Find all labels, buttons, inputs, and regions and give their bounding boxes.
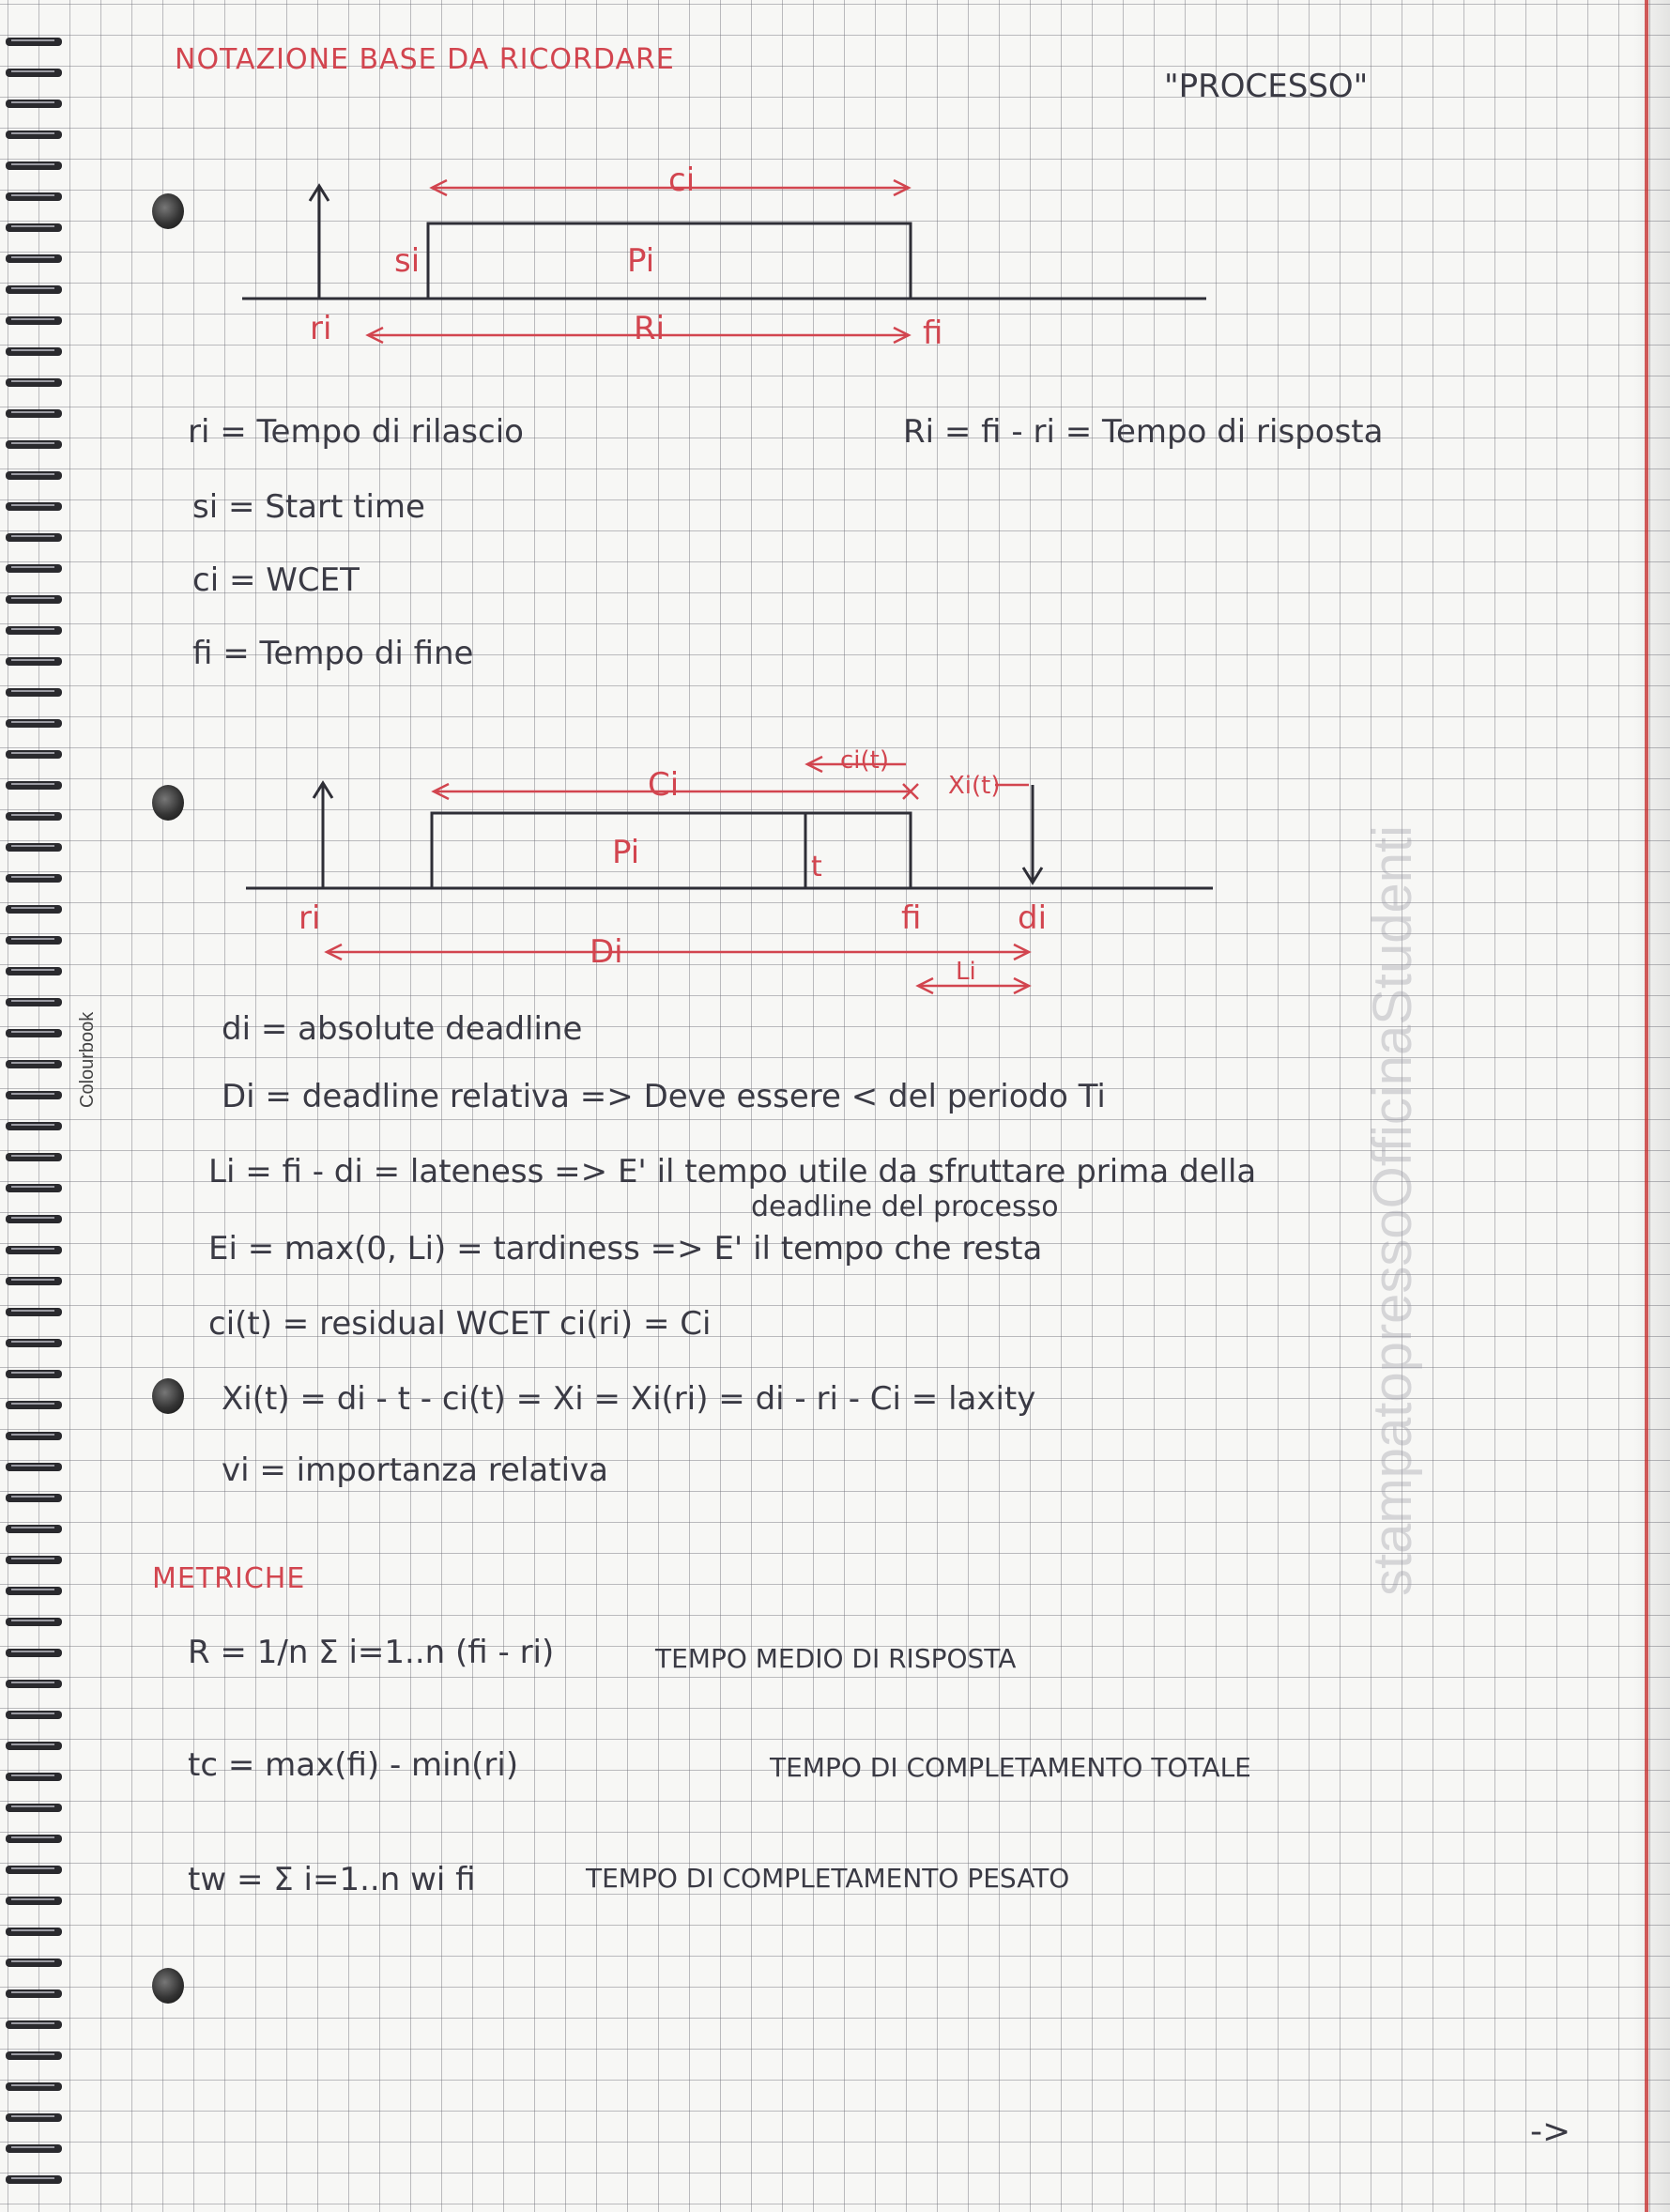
- spiral-ring: [6, 1463, 62, 1471]
- process-label: Pi: [627, 242, 655, 280]
- spiral-ring: [6, 161, 62, 170]
- page-title: NOTAZIONE BASE DA RICORDARE: [175, 43, 675, 76]
- metrics-heading: METRICHE: [152, 1562, 306, 1595]
- def-release: ri = Tempo di rilascio: [188, 413, 524, 451]
- spiral-ring: [6, 1773, 62, 1781]
- spiral-ring: [6, 750, 62, 759]
- def-residual-wcet: ci(t) = residual WCET ci(ri) = Ci: [208, 1305, 712, 1343]
- spiral-ring: [6, 626, 62, 635]
- spiral-ring-highlight: [11, 1682, 54, 1683]
- process-label-2: Pi: [612, 834, 640, 871]
- punch-hole: [152, 1968, 184, 2004]
- spiral-ring: [6, 936, 62, 945]
- lateness-label: Li: [956, 958, 976, 986]
- spiral-ring-highlight: [11, 938, 54, 940]
- spiral-ring-highlight: [11, 659, 54, 661]
- spiral-ring: [6, 1308, 62, 1316]
- spiral-ring-highlight: [11, 1651, 54, 1652]
- spiral-ring: [6, 1277, 62, 1285]
- process-box: [428, 223, 911, 299]
- release-label-2: ri: [299, 899, 321, 937]
- spiral-ring: [6, 1122, 62, 1130]
- def-wcet: ci = WCET: [192, 561, 360, 599]
- spiral-ring: [6, 564, 62, 573]
- spiral-ring: [6, 471, 62, 480]
- spiral-ring-highlight: [11, 2084, 54, 2086]
- watermark: stampatopressoOfficinaStudenti: [1362, 824, 1423, 1596]
- spiral-ring: [6, 1153, 62, 1161]
- spiral-ring: [6, 657, 62, 666]
- spiral-ring: [6, 843, 62, 852]
- punch-hole: [152, 1378, 184, 1414]
- spiral-ring-highlight: [11, 690, 54, 692]
- spiral-ring-highlight: [11, 597, 54, 599]
- residual-label: ci(t): [840, 746, 889, 775]
- spiral-ring: [6, 192, 62, 201]
- spiral-ring: [6, 285, 62, 294]
- spiral-ring: [6, 1680, 62, 1688]
- spiral-ring-highlight: [11, 318, 54, 320]
- spiral-ring-highlight: [11, 845, 54, 847]
- spiral-ring-highlight: [11, 411, 54, 413]
- spiral-ring-highlight: [11, 1124, 54, 1126]
- spiral-ring-highlight: [11, 1527, 54, 1528]
- spiral-ring-highlight: [11, 783, 54, 785]
- spiral-ring-highlight: [11, 1867, 54, 1869]
- spiral-ring-highlight: [11, 2146, 54, 2148]
- time-label: t: [811, 851, 822, 883]
- spiral-ring: [6, 1897, 62, 1905]
- spiral-ring: [6, 100, 62, 108]
- spiral-ring-highlight: [11, 1743, 54, 1745]
- spiral-ring-highlight: [11, 1310, 54, 1312]
- metric-tw-desc: TEMPO DI COMPLETAMENTO PESATO: [586, 1863, 1070, 1894]
- spiral-ring-highlight: [11, 1589, 54, 1590]
- def-tardiness: Ei = max(0, Li) = tardiness => E' il tempo che resta: [208, 1230, 1043, 1267]
- spiral-ring-highlight: [11, 1248, 54, 1250]
- spiral-ring-highlight: [11, 1062, 54, 1064]
- spiral-ring-highlight: [11, 1558, 54, 1559]
- spiral-ring-highlight: [11, 721, 54, 723]
- spiral-ring-highlight: [11, 349, 54, 351]
- spiral-ring: [6, 905, 62, 914]
- spiral-ring-highlight: [11, 1620, 54, 1621]
- spiral-ring: [6, 1556, 62, 1564]
- metric-r-formula: R = 1/n Σ i=1..n (fi - ri): [188, 1634, 555, 1671]
- spiral-ring-highlight: [11, 752, 54, 754]
- spiral-ring-highlight: [11, 1713, 54, 1714]
- spiral-binding: [0, 0, 75, 2212]
- spiral-ring: [6, 1835, 62, 1843]
- spiral-ring: [6, 812, 62, 821]
- brand-logo: Colourbook: [77, 1011, 98, 1108]
- laxity-label: Xi(t): [948, 772, 1001, 800]
- spiral-ring-highlight: [11, 473, 54, 475]
- spiral-ring-highlight: [11, 1217, 54, 1219]
- spiral-ring: [6, 2082, 62, 2091]
- spiral-ring: [6, 1432, 62, 1440]
- spiral-ring: [6, 1928, 62, 1936]
- spiral-ring-highlight: [11, 876, 54, 878]
- spiral-ring-highlight: [11, 1186, 54, 1188]
- spiral-ring-highlight: [11, 163, 54, 165]
- spiral-ring: [6, 1618, 62, 1626]
- spiral-ring-highlight: [11, 1000, 54, 1002]
- spiral-ring: [6, 967, 62, 975]
- spiral-ring-highlight: [11, 628, 54, 630]
- spiral-ring-highlight: [11, 1279, 54, 1281]
- def-absolute-deadline: di = absolute deadline: [222, 1010, 583, 1048]
- spiral-ring-highlight: [11, 1372, 54, 1374]
- spiral-ring: [6, 2175, 62, 2184]
- punch-hole: [152, 785, 184, 821]
- spiral-ring-highlight: [11, 1836, 54, 1838]
- spiral-ring-highlight: [11, 2053, 54, 2055]
- spiral-ring: [6, 1339, 62, 1347]
- spiral-ring: [6, 1649, 62, 1657]
- spiral-ring-highlight: [11, 814, 54, 816]
- spiral-ring-highlight: [11, 2115, 54, 2117]
- spiral-ring: [6, 1711, 62, 1719]
- spiral-ring-highlight: [11, 504, 54, 506]
- spiral-ring: [6, 1866, 62, 1874]
- spiral-ring-highlight: [11, 907, 54, 909]
- def-lateness: Li = fi - di = lateness => E' il tempo utile da sfruttare prima della: [208, 1153, 1257, 1190]
- spiral-ring: [6, 1184, 62, 1192]
- spiral-ring: [6, 254, 62, 263]
- spiral-ring-highlight: [11, 1496, 54, 1498]
- spiral-ring-highlight: [11, 287, 54, 289]
- spiral-ring-highlight: [11, 225, 54, 227]
- finish-label-2: fi: [901, 899, 922, 937]
- spiral-ring-highlight: [11, 1155, 54, 1157]
- spiral-ring: [6, 1246, 62, 1254]
- spiral-ring: [6, 533, 62, 542]
- spiral-ring: [6, 1370, 62, 1378]
- spiral-ring-highlight: [11, 2022, 54, 2024]
- spiral-ring-highlight: [11, 39, 54, 41]
- spiral-ring-highlight: [11, 1341, 54, 1343]
- relative-deadline-label: Di: [590, 933, 623, 971]
- deadline-label: di: [1018, 899, 1048, 937]
- spiral-ring: [6, 347, 62, 356]
- response-label: Ri: [634, 310, 666, 347]
- spiral-ring-highlight: [11, 969, 54, 971]
- def-importance: vi = importanza relativa: [222, 1452, 608, 1489]
- next-page-arrow: ->: [1530, 2112, 1571, 2151]
- spiral-ring-highlight: [11, 101, 54, 103]
- spiral-ring: [6, 2051, 62, 2060]
- spiral-ring: [6, 409, 62, 418]
- spiral-ring: [6, 1029, 62, 1037]
- spiral-ring-highlight: [11, 1960, 54, 1962]
- wcet-label: ci: [668, 161, 696, 199]
- spiral-ring: [6, 688, 62, 697]
- spiral-ring: [6, 378, 62, 387]
- spiral-ring: [6, 998, 62, 1006]
- spiral-ring: [6, 1525, 62, 1533]
- def-finish: fi = Tempo di fine: [192, 635, 474, 672]
- spiral-ring-highlight: [11, 1465, 54, 1467]
- spiral-ring-highlight: [11, 1434, 54, 1436]
- spiral-ring-highlight: [11, 256, 54, 258]
- spiral-ring: [6, 440, 62, 449]
- metric-r-desc: TEMPO MEDIO DI RISPOSTA: [655, 1643, 1017, 1674]
- spiral-ring: [6, 1401, 62, 1409]
- def-laxity: Xi(t) = di - t - ci(t) = Xi = Xi(ri) = di - ri - Ci = laxity: [222, 1380, 1036, 1418]
- def-start: si = Start time: [192, 488, 425, 526]
- spiral-ring: [6, 1091, 62, 1099]
- wcet-label-2: Ci: [648, 766, 680, 804]
- spiral-ring-highlight: [11, 1093, 54, 1095]
- release-label: ri: [310, 310, 332, 347]
- spiral-ring-highlight: [11, 194, 54, 196]
- spiral-ring-highlight: [11, 70, 54, 72]
- spiral-ring: [6, 131, 62, 139]
- spiral-ring: [6, 502, 62, 511]
- spiral-ring: [6, 1215, 62, 1223]
- spiral-ring: [6, 2020, 62, 2029]
- spiral-ring: [6, 719, 62, 728]
- spiral-ring: [6, 2144, 62, 2153]
- spiral-ring-highlight: [11, 132, 54, 134]
- spiral-ring-highlight: [11, 1774, 54, 1776]
- spiral-ring-highlight: [11, 535, 54, 537]
- spiral-ring-highlight: [11, 566, 54, 568]
- spiral-ring-highlight: [11, 1805, 54, 1807]
- def-relative-deadline: Di = deadline relativa => Deve essere < del periodo Ti: [222, 1078, 1106, 1115]
- start-label: si: [394, 242, 421, 280]
- spiral-ring-highlight: [11, 380, 54, 382]
- metric-tc-formula: tc = max(fi) - min(ri): [188, 1746, 519, 1784]
- spiral-ring: [6, 316, 62, 325]
- spiral-ring-highlight: [11, 442, 54, 444]
- spiral-ring-highlight: [11, 1929, 54, 1931]
- punch-hole: [152, 193, 184, 229]
- def-response: Ri = fi - ri = Tempo di risposta: [903, 413, 1384, 451]
- spiral-ring-highlight: [11, 1031, 54, 1033]
- metric-tw-formula: tw = Σ i=1..n wi fi: [188, 1861, 476, 1898]
- spiral-ring: [6, 69, 62, 77]
- spiral-ring-highlight: [11, 1991, 54, 1993]
- finish-label: fi: [923, 315, 943, 352]
- page-edge: [1633, 0, 1670, 2212]
- spiral-ring: [6, 874, 62, 883]
- topic-title: "PROCESSO": [1164, 68, 1369, 105]
- release-arrow-head: [310, 186, 329, 201]
- metric-tc-desc: TEMPO DI COMPLETAMENTO TOTALE: [770, 1752, 1251, 1783]
- spiral-ring-highlight: [11, 1403, 54, 1405]
- spiral-ring: [6, 1060, 62, 1068]
- spiral-ring: [6, 2113, 62, 2122]
- spiral-ring: [6, 1804, 62, 1812]
- spiral-ring: [6, 781, 62, 790]
- spiral-ring: [6, 1989, 62, 1998]
- spiral-ring: [6, 595, 62, 604]
- def-lateness-cont: deadline del processo: [751, 1190, 1059, 1223]
- spiral-ring: [6, 223, 62, 232]
- process-box-2: [432, 813, 911, 888]
- spiral-ring: [6, 1959, 62, 1967]
- spiral-ring-highlight: [11, 2177, 54, 2179]
- spiral-ring: [6, 1742, 62, 1750]
- spiral-ring: [6, 38, 62, 46]
- spiral-ring: [6, 1494, 62, 1502]
- spiral-ring: [6, 1587, 62, 1595]
- spiral-ring-highlight: [11, 1898, 54, 1900]
